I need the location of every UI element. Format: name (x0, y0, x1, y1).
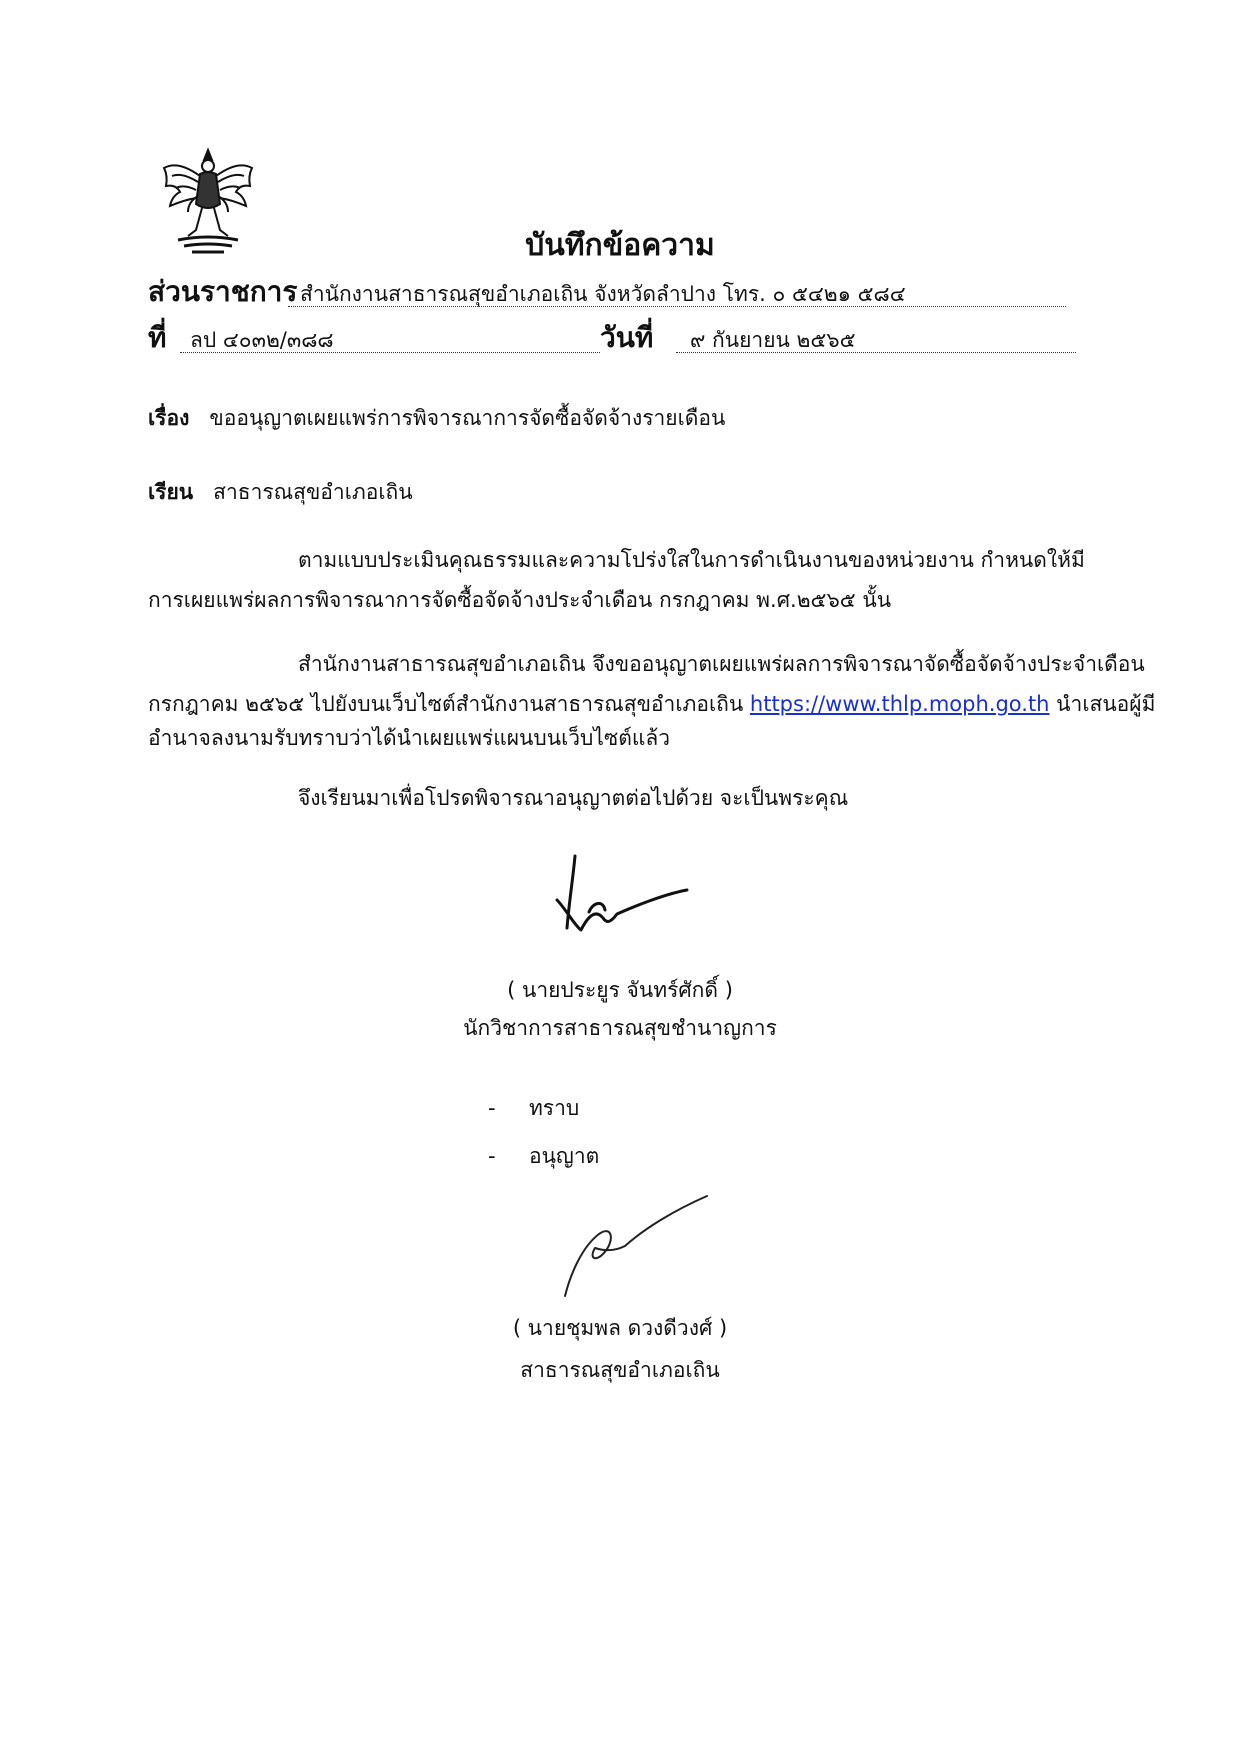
salutation-line (148, 476, 413, 509)
subject-label: เรื่อง (148, 406, 190, 430)
agency-dotted-line (288, 306, 1066, 307)
agency-label: ส่วนราชการ (148, 275, 298, 308)
action-label-approve: อนุญาต (528, 1144, 600, 1168)
signer-1-name: ( นายประยูร จันทร์ศักดิ์ ) (507, 978, 733, 1002)
paragraph-2-text-b: นำเสนอผู้มี (1056, 692, 1156, 716)
ref-dotted-line (180, 352, 600, 353)
to-value: สาธารณสุขอำเภอเถิน (213, 480, 413, 504)
subject-line (148, 402, 725, 435)
signer-2-position: สาธารณสุขอำเภอเถิน (520, 1358, 720, 1382)
ref-label: ที่ (148, 321, 167, 354)
website-link[interactable]: https://www.thlp.moph.go.th (749, 692, 1050, 716)
date-label: วันที่ (600, 321, 654, 354)
signer-2-name: ( นายชุมพล ดวงดีวงศ์ ) (512, 1316, 728, 1340)
action-label-acknowledge: ทราบ (528, 1096, 580, 1120)
action-item (488, 1092, 579, 1125)
action-bullet: - (488, 1144, 496, 1168)
agency-value: สำนักงานสาธารณสุขอำเภอเถิน จังหวัดลำปาง โทร. ๐ ๕๔๒๑ ๕๘๔ (300, 282, 906, 306)
paragraph-1-line-1: ตามแบบประเมินคุณธรรมและความโปร่งใสในการดำเนินงานของหน่วยงาน กำหนดให้มี (298, 548, 1085, 572)
paragraph-2-line-2 (148, 688, 1155, 721)
to-label: เรียน (148, 480, 194, 504)
action-bullet: - (488, 1096, 496, 1120)
paragraph-2-text-a: กรกฎาคม ๒๕๖๕ ไปยังบนเว็บไซต์สำนักงานสาธารณสุขอำเภอเถิน (148, 692, 744, 716)
date-dotted-line (676, 352, 1076, 353)
ref-value: ลป ๔๐๓๒/๓๘๘ (190, 328, 334, 352)
action-item (488, 1140, 599, 1173)
paragraph-2-line-3: อำนาจลงนามรับทราบว่าได้นำเผยแพร่แผนบนเว็บไซต์แล้ว (148, 726, 671, 750)
signer-1-position: นักวิชาการสาธารณสุขชำนาญการ (463, 1016, 777, 1040)
signature-2-image (555, 1192, 715, 1302)
signature-1-image (545, 848, 695, 938)
subject-value: ขออนุญาตเผยแพร่การพิจารณาการจัดซื้อจัดจ้างรายเดือน (209, 406, 726, 430)
document-title: บันทึกข้อความ (525, 228, 715, 263)
paragraph-2-line-1: สำนักงานสาธารณสุขอำเภอเถิน จึงขออนุญาตเผยแพร่ผลการพิจารณาจัดซื้อจัดจ้างประจำเดือน (298, 652, 1145, 676)
paragraph-1-line-2: การเผยแพร่ผลการพิจารณาการจัดซื้อจัดจ้างประจำเดือน กรกฎาคม พ.ศ.๒๕๖๕ นั้น (148, 588, 892, 612)
closing-paragraph: จึงเรียนมาเพื่อโปรดพิจารณาอนุญาตต่อไปด้วย จะเป็นพระคุณ (298, 786, 849, 810)
date-value: ๙ กันยายน ๒๕๖๕ (690, 328, 856, 352)
